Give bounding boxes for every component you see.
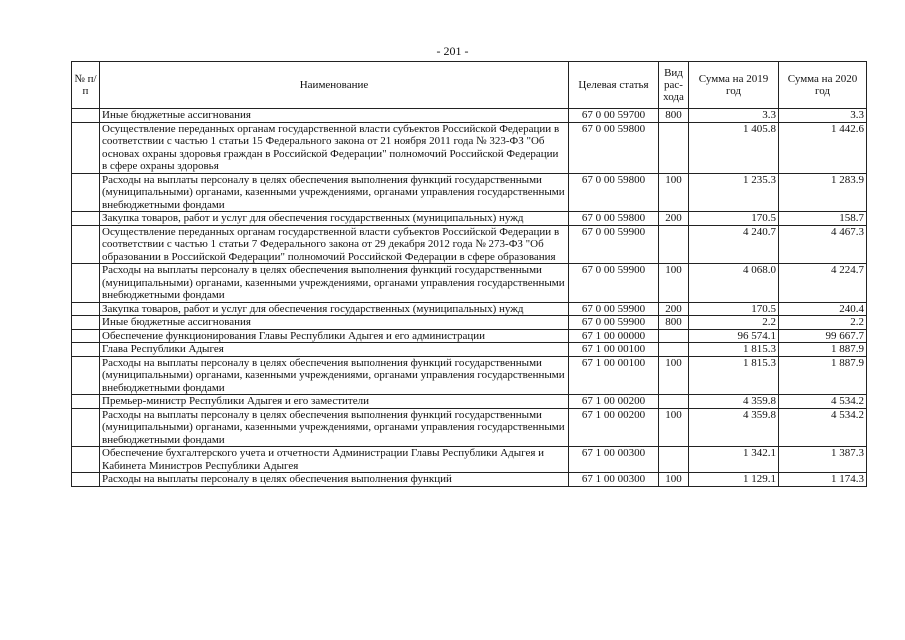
cell-sum-2019: 1 342.1 (689, 447, 779, 473)
cell-target-article: 67 0 00 59900 (569, 302, 659, 316)
header-name: Наименование (100, 62, 569, 109)
cell-expense-kind (659, 447, 689, 473)
cell-name: Обеспечение функционирования Главы Республики Адыгея и его администрации (100, 329, 569, 343)
cell-name: Осуществление переданных органам государственной власти субъектов Российской Федерации в соответствии с частью 1 статьи 15 Федерального закона от 21 ноября 2011 года № 323-ФЗ "Об основах охраны здоровья граждан в Российской Федерации" полномочий Российской Федерации в сфере охраны здоровья (100, 122, 569, 173)
table-row (72, 356, 867, 395)
cell-target-article: 67 1 00 00000 (569, 329, 659, 343)
cell-number (72, 302, 100, 316)
header-number: № п/п (72, 62, 100, 109)
table-row (72, 109, 867, 123)
cell-number (72, 225, 100, 264)
cell-expense-kind: 100 (659, 356, 689, 395)
cell-sum-2020: 1 887.9 (779, 343, 867, 357)
table-row (72, 212, 867, 226)
cell-number (72, 329, 100, 343)
cell-target-article: 67 1 00 00100 (569, 356, 659, 395)
table-row (72, 225, 867, 264)
cell-sum-2019: 4 359.8 (689, 408, 779, 447)
cell-sum-2020: 240.4 (779, 302, 867, 316)
cell-expense-kind (659, 395, 689, 409)
cell-sum-2020: 4 224.7 (779, 264, 867, 303)
cell-name: Иные бюджетные ассигнования (100, 109, 569, 123)
cell-sum-2020: 4 467.3 (779, 225, 867, 264)
table-header (72, 62, 867, 109)
cell-expense-kind: 200 (659, 212, 689, 226)
cell-expense-kind: 800 (659, 316, 689, 330)
cell-expense-kind (659, 329, 689, 343)
cell-name: Иные бюджетные ассигнования (100, 316, 569, 330)
cell-name: Закупка товаров, работ и услуг для обеспечения государственных (муниципальных) нужд (100, 302, 569, 316)
table-body (72, 109, 867, 487)
cell-sum-2020: 3.3 (779, 109, 867, 123)
cell-number (72, 173, 100, 212)
page-number: - 201 - (436, 44, 469, 58)
table-row (72, 173, 867, 212)
cell-sum-2019: 1 815.3 (689, 343, 779, 357)
cell-name: Обеспечение бухгалтерского учета и отчетности Администрации Главы Республики Адыгея и Кабинета Министров Республики Адыгея (100, 447, 569, 473)
table-row (72, 316, 867, 330)
cell-sum-2019: 4 068.0 (689, 264, 779, 303)
cell-sum-2019: 4 359.8 (689, 395, 779, 409)
cell-sum-2020: 158.7 (779, 212, 867, 226)
header-sum-2019: Сумма на 2019 год (689, 62, 779, 109)
cell-sum-2019: 170.5 (689, 302, 779, 316)
cell-target-article: 67 0 00 59900 (569, 225, 659, 264)
cell-name: Расходы на выплаты персоналу в целях обеспечения выполнения функций государственными (муниципальными) органами, казенными учреждениями, органами управления государственными внебюджетными фондами (100, 173, 569, 212)
header-expense-kind: Вид рас-хода (659, 62, 689, 109)
cell-target-article: 67 0 00 59800 (569, 122, 659, 173)
cell-name: Расходы на выплаты персоналу в целях обеспечения выполнения функций государственными (муниципальными) органами, казенными учреждениями, органами управления государственными внебюджетными фондами (100, 356, 569, 395)
cell-target-article: 67 0 00 59800 (569, 173, 659, 212)
cell-sum-2019: 170.5 (689, 212, 779, 226)
cell-expense-kind: 800 (659, 109, 689, 123)
cell-target-article: 67 0 00 59900 (569, 264, 659, 303)
cell-sum-2019: 1 815.3 (689, 356, 779, 395)
cell-sum-2020: 1 283.9 (779, 173, 867, 212)
cell-target-article: 67 1 00 00200 (569, 408, 659, 447)
cell-target-article: 67 1 00 00100 (569, 343, 659, 357)
cell-sum-2019: 1 405.8 (689, 122, 779, 173)
cell-expense-kind: 100 (659, 473, 689, 487)
table-row (72, 447, 867, 473)
header-target-article: Целевая статья (569, 62, 659, 109)
header-sum-2020: Сумма на 2020 год (779, 62, 867, 109)
cell-sum-2020: 2.2 (779, 316, 867, 330)
budget-table (71, 61, 867, 487)
cell-name: Осуществление переданных органам государственной власти субъектов Российской Федерации в соответствии с частью 1 статьи 7 Федерального закона от 29 декабря 2012 года № 273-ФЗ "Об образовании в Российской Федерации" полномочий Российской Федерации в сфере образования (100, 225, 569, 264)
cell-expense-kind: 100 (659, 408, 689, 447)
cell-sum-2019: 4 240.7 (689, 225, 779, 264)
cell-sum-2019: 1 129.1 (689, 473, 779, 487)
cell-target-article: 67 1 00 00200 (569, 395, 659, 409)
cell-expense-kind (659, 225, 689, 264)
cell-expense-kind: 100 (659, 173, 689, 212)
cell-number (72, 343, 100, 357)
cell-number (72, 316, 100, 330)
cell-number (72, 212, 100, 226)
table-row (72, 329, 867, 343)
cell-sum-2019: 3.3 (689, 109, 779, 123)
cell-sum-2020: 99 667.7 (779, 329, 867, 343)
cell-number (72, 122, 100, 173)
cell-sum-2020: 1 387.3 (779, 447, 867, 473)
cell-expense-kind (659, 122, 689, 173)
cell-sum-2020: 1 887.9 (779, 356, 867, 395)
table-row (72, 408, 867, 447)
cell-sum-2020: 4 534.2 (779, 408, 867, 447)
cell-number (72, 395, 100, 409)
cell-number (72, 473, 100, 487)
cell-sum-2020: 4 534.2 (779, 395, 867, 409)
cell-expense-kind: 200 (659, 302, 689, 316)
cell-name: Расходы на выплаты персоналу в целях обеспечения выполнения функций (100, 473, 569, 487)
cell-target-article: 67 1 00 00300 (569, 473, 659, 487)
cell-sum-2020: 1 442.6 (779, 122, 867, 173)
cell-target-article: 67 0 00 59700 (569, 109, 659, 123)
cell-target-article: 67 1 00 00300 (569, 447, 659, 473)
table-row (72, 122, 867, 173)
cell-number (72, 356, 100, 395)
table-row (72, 395, 867, 409)
cell-expense-kind: 100 (659, 264, 689, 303)
cell-name: Премьер-министр Республики Адыгея и его заместители (100, 395, 569, 409)
cell-sum-2020: 1 174.3 (779, 473, 867, 487)
header-row (72, 62, 867, 109)
cell-sum-2019: 96 574.1 (689, 329, 779, 343)
table-row (72, 264, 867, 303)
cell-number (72, 447, 100, 473)
cell-sum-2019: 1 235.3 (689, 173, 779, 212)
cell-sum-2019: 2.2 (689, 316, 779, 330)
cell-name: Расходы на выплаты персоналу в целях обеспечения выполнения функций государственными (муниципальными) органами, казенными учреждениями, органами управления государственными внебюджетными фондами (100, 264, 569, 303)
table-row (72, 473, 867, 487)
table-row (72, 343, 867, 357)
cell-target-article: 67 0 00 59800 (569, 212, 659, 226)
cell-name: Глава Республики Адыгея (100, 343, 569, 357)
cell-number (72, 109, 100, 123)
cell-name: Закупка товаров, работ и услуг для обеспечения государственных (муниципальных) нужд (100, 212, 569, 226)
cell-number (72, 264, 100, 303)
table-row (72, 302, 867, 316)
cell-name: Расходы на выплаты персоналу в целях обеспечения выполнения функций государственными (муниципальными) органами, казенными учреждениями, органами управления государственными внебюджетными фондами (100, 408, 569, 447)
cell-number (72, 408, 100, 447)
cell-target-article: 67 0 00 59900 (569, 316, 659, 330)
cell-expense-kind (659, 343, 689, 357)
